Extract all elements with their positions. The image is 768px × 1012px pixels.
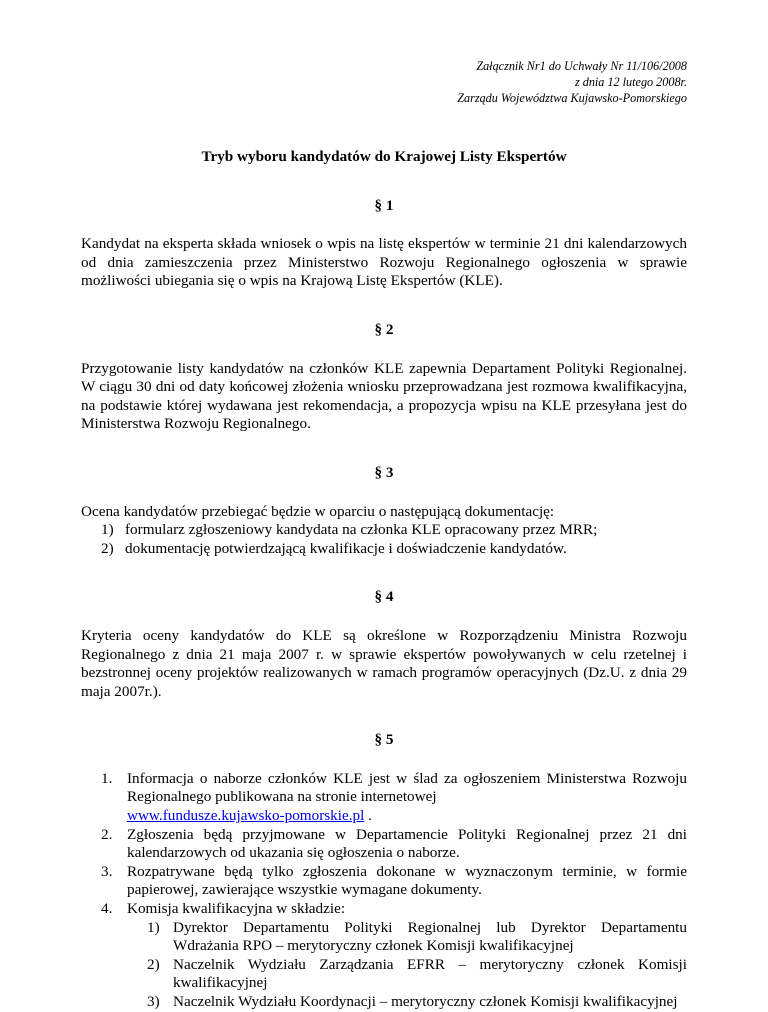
list-item-number: 3. bbox=[101, 862, 113, 880]
list-item bbox=[81, 770, 687, 826]
section-1-text: Kandydat na eksperta składa wniosek o wpis na listę ekspertów w terminie 21 dni kalendarzowych od dnia zamieszczenia przez Ministerstwo Rozwoju Regionalnego ogłoszenia w sprawie możliwości ubiegania się o wpis na Krajową Listę Ekspertów (KLE). bbox=[81, 235, 687, 290]
section-3-intro: Ocena kandydatów przebiegać będzie w oparciu o następującą dokumentację: bbox=[81, 502, 555, 520]
list-item bbox=[81, 521, 687, 540]
header-line-2: z dnia 12 lutego 2008r. bbox=[574, 75, 687, 89]
list-item bbox=[81, 863, 687, 900]
section-4-text: Kryteria oceny kandydatów do KLE są określone w Rozporządzeniu Ministra Rozwoju Regionalnego z dnia 21 maja 2007 r. w sprawie ekspertów powoływanych w celu rzetelnej i bezstronnej oceny projektów realizowanych w ramach programów operacyjnych (Dz.U. z dnia 29 maja 2007r.). bbox=[81, 626, 687, 700]
list-item-text: Zgłoszenia będą przyjmowane w Departamencie Polityki Regionalnej przez 21 dni kalendarzowych od ukazania się ogłoszenia o naborze. bbox=[127, 825, 687, 862]
section-1-heading: § 1 bbox=[374, 196, 394, 214]
list-item-text: formularz zgłoszeniowy kandydata na członka KLE opracowany przez MRR; bbox=[125, 521, 598, 539]
section-5-list bbox=[81, 770, 687, 1012]
list-item-number: 2. bbox=[101, 825, 113, 843]
section-5-heading: § 5 bbox=[374, 731, 394, 749]
list-item-number: 4. bbox=[101, 900, 113, 918]
sub-list-item-number: 1) bbox=[147, 918, 160, 936]
section-2-text: Przygotowanie listy kandydatów na członków KLE zapewnia Departament Polityki Regionalnej. W ciągu 30 dni od daty końcowej złożenia wniosku przeprowadzana jest rozmowa kwalifikacyjna, na podstawie której wydawana jest rekomendacja, a propozycja wpisu na KLE przesyłana jest do Ministerstwa Rozwoju Regionalnego. bbox=[81, 359, 687, 433]
section-3-heading: § 3 bbox=[374, 463, 394, 481]
list-item bbox=[81, 900, 687, 919]
section-2-heading: § 2 bbox=[374, 320, 394, 338]
list-item-text: dokumentację potwierdzającą kwalifikacje i doświadczenie kandydatów. bbox=[125, 539, 567, 557]
list-item bbox=[81, 540, 687, 559]
list-item-text: Rozpatrywane będą tylko zgłoszenia dokonane w wyznaczonym terminie, w formie papierowej, zawierające wszystkie wymagane dokumenty. bbox=[127, 862, 687, 899]
website-link[interactable]: www.fundusze.kujawsko-pomorskie.pl bbox=[127, 807, 365, 825]
header-line-3: Zarządu Województwa Kujawsko-Pomorskiego bbox=[457, 91, 687, 105]
sub-list-item-text: Naczelnik Wydziału Koordynacji – merytoryczny członek Komisji kwalifikacyjnej bbox=[173, 993, 678, 1010]
sub-list-item-text: Dyrektor Departamentu Polityki Regionalnej lub Dyrektor Departamentu Wdrażania RPO – merytoryczny członek Komisji kwalifikacyjnej bbox=[173, 918, 687, 955]
document-header bbox=[81, 58, 687, 106]
document-title: Tryb wyboru kandydatów do Krajowej Listy Ekspertów bbox=[201, 148, 567, 165]
document-page bbox=[81, 46, 687, 1012]
sub-list-item-text: Naczelnik Wydziału Zarządzania EFRR – merytoryczny członek Komisji kwalifikacyjnej bbox=[173, 955, 687, 992]
sub-list-item bbox=[81, 919, 687, 956]
list-item-text: Informacja o naborze członków KLE jest w ślad za ogłoszeniem Ministerstwa Rozwoju Regionalnego publikowana na stronie internetowej bbox=[127, 769, 687, 806]
section-4-heading: § 4 bbox=[374, 588, 394, 606]
list-item-number: 1. bbox=[101, 769, 113, 787]
header-line-1: Załącznik Nr1 do Uchwały Nr 11/106/2008 bbox=[476, 59, 687, 73]
list-item-number: 2) bbox=[101, 539, 114, 557]
list-item-body bbox=[127, 770, 687, 826]
section-3-list bbox=[81, 521, 687, 558]
list-item-text: Komisja kwalifikacyjna w składzie: bbox=[127, 900, 346, 918]
sub-list-item-number: 2) bbox=[147, 955, 160, 973]
sub-list-item bbox=[81, 993, 687, 1012]
list-item-tail: . bbox=[364, 807, 372, 825]
sub-list-item bbox=[81, 956, 687, 993]
list-item bbox=[81, 826, 687, 863]
sub-list-item-number: 3) bbox=[147, 993, 160, 1010]
list-item-number: 1) bbox=[101, 521, 114, 539]
